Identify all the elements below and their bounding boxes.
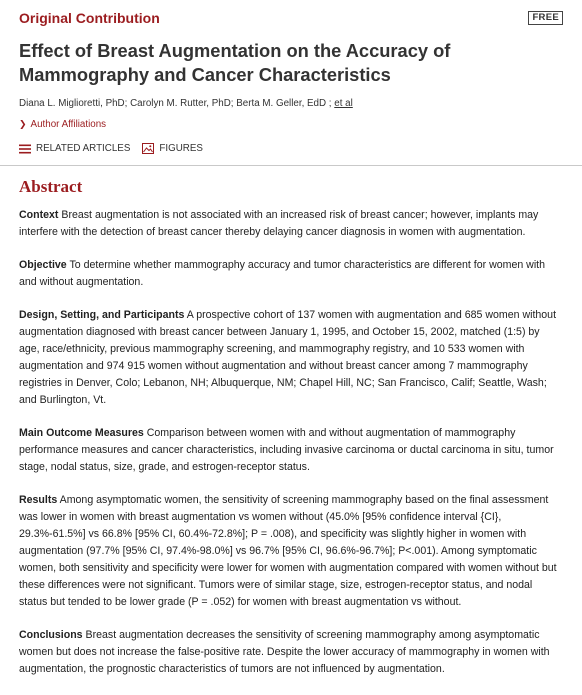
figures-label: FIGURES	[159, 143, 203, 154]
author-affiliations-toggle[interactable]	[19, 119, 106, 130]
abstract-paragraph-results	[19, 492, 562, 611]
abstract-text: Breast augmentation decreases the sensitivity of screening mammography among asymptomatic women but does not increase the false-positive rate. Despite the lower accuracy of mammography in women with augmentation, the prognostic characteristics of tumors are not influenced by augmentation.	[19, 629, 550, 675]
divider	[0, 165, 582, 166]
abstract-body	[19, 207, 562, 694]
abstract-label: Design, Setting, and Participants	[19, 309, 185, 321]
article-tools	[19, 143, 215, 154]
abstract-paragraph-conclusions	[19, 627, 562, 678]
abstract-paragraph-outcome-measures	[19, 425, 562, 476]
abstract-paragraph-design	[19, 307, 562, 409]
free-badge: FREE	[528, 11, 563, 25]
author-names: Diana L. Miglioretti, PhD; Carolyn M. Rutter, PhD; Berta M. Geller, EdD ;	[19, 98, 332, 109]
abstract-label: Context	[19, 209, 59, 221]
related-articles-label: RELATED ARTICLES	[36, 143, 131, 154]
abstract-label: Main Outcome Measures	[19, 427, 144, 439]
abstract-paragraph-objective	[19, 257, 562, 291]
et-al-link[interactable]: et al	[334, 98, 353, 109]
abstract-text: A prospective cohort of 137 women with augmentation and 685 women without augmentation diagnosed with breast cancer between January 1, 1995, and October 15, 2002, matched (1:5) by age, race/ethnicity, previous mammography screening, and mammography registry, and 10 533 women with augmentation and 974 915 women without augmentation and without breast cancer among 7 mammography registries in Denver, Colo; Lebanon, NH; Albuquerque, NM; Chapel Hill, NC; San Francisco, Calif; Seattle, Wash; and Burlington, Vt.	[19, 309, 557, 406]
chevron-right-icon: ❯	[19, 119, 27, 129]
figures-button[interactable]	[142, 143, 203, 154]
section-label[interactable]: Original Contribution	[19, 10, 160, 26]
abstract-text: Among asymptomatic women, the sensitivity of screening mammography based on the final assessment was lower in women with breast augmentation vs women without (45.0% [95% confidence interval {CI}, 29.3%-61.5%] vs 66.8% [95% CI, 60.4%-72.8%]; P = .008), and specificity was slightly higher in women with augmentation (97.7% [95% CI, 97.4%-98.0%] vs 96.7% [95% CI, 96.6%-96.7%]; P<.001). Among symptomatic women, both sensitivity and specificity were lower for women with augmentation compared with women without but these differences were not significant. Tumors were of similar stage, size, estrogen-receptor status, and nodal status but tended to be lower grade (P = .052) for women with breast augmentation vs without.	[19, 494, 557, 608]
image-icon	[142, 143, 154, 154]
article-header	[19, 8, 563, 28]
article-title: Effect of Breast Augmentation on the Accuracy of Mammography and Cancer Characteristics	[19, 40, 451, 85]
abstract-text: To determine whether mammography accuracy and tumor characteristics are different for women with and without augmentation.	[19, 259, 546, 288]
author-affiliations-label: Author Affiliations	[30, 119, 107, 130]
abstract-label: Results	[19, 494, 58, 506]
abstract-label: Conclusions	[19, 629, 83, 641]
author-list	[19, 98, 353, 109]
abstract-text: Comparison between women with and without augmentation of mammography performance measures and cancer characteristics, including invasive carcinoma or ductal carcinoma in situ, tumor stage, nodal status, size, grade, and estrogen-receptor status.	[19, 427, 554, 473]
abstract-paragraph-context	[19, 207, 562, 241]
list-icon	[19, 144, 31, 154]
abstract-heading: Abstract	[19, 177, 83, 196]
abstract-text: Breast augmentation is not associated with an increased risk of breast cancer; however, implants may interfere with the detection of breast cancer thereby delaying cancer diagnosis in women with augmentation.	[19, 209, 539, 238]
abstract-label: Objective	[19, 259, 67, 271]
related-articles-button[interactable]	[19, 143, 130, 154]
